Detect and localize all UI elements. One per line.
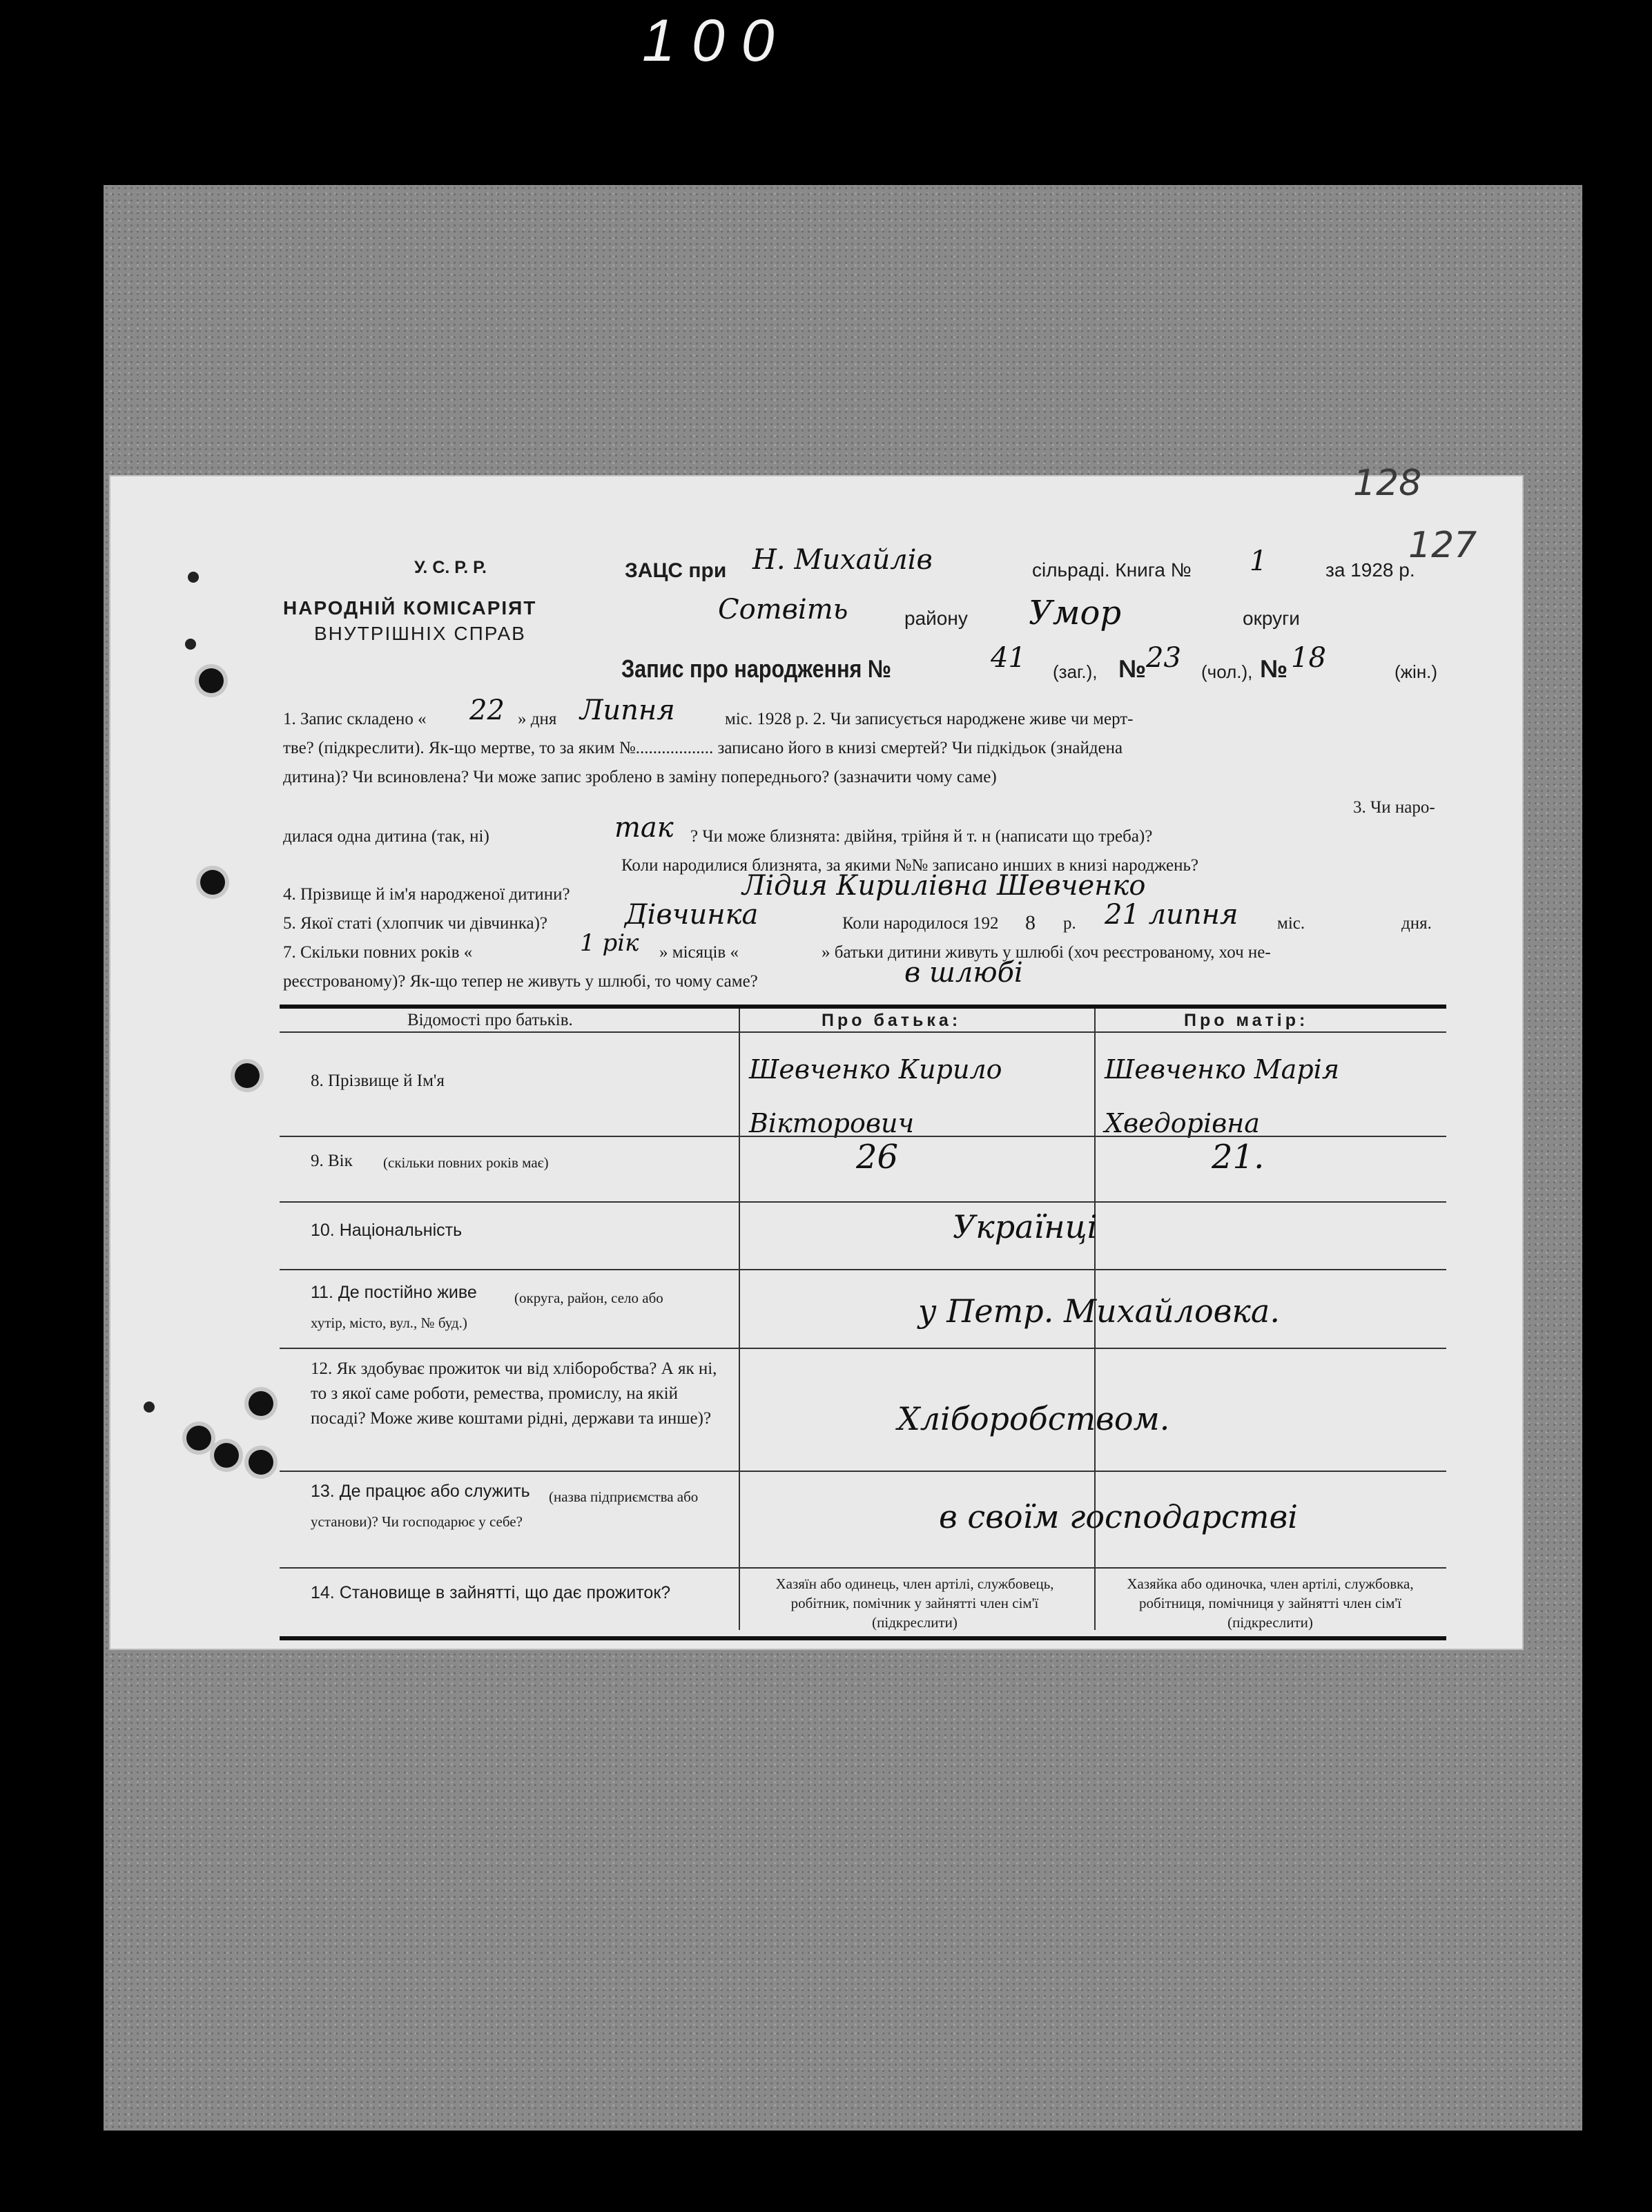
row-label-age: 9. Вік <box>311 1152 353 1170</box>
table-header-info: Відомості про батьків. <box>407 1011 573 1029</box>
q5-text-a: 5. Якої статі (хлопчик чи дівчинка)? <box>283 914 548 933</box>
q7-line-2: реєстрованому)? Як-що тепер не живуть у шлюбі, то чому саме? <box>283 972 758 991</box>
q7-text-c: » батьки дитини живуть у шлюбі (хоч реєстрованому, хоч не- <box>822 943 1271 962</box>
q7-answer2-handwritten: в шлюбі <box>904 957 1023 989</box>
q3-line-3: Коли народилися близнята, за якими №№ записано инших в книзі народжень? <box>621 856 1199 875</box>
row-rule <box>280 1471 1446 1472</box>
punch-hole <box>249 1391 273 1416</box>
residence-handwritten: у Петр. Михайловка. <box>918 1292 1280 1330</box>
commissariat-line-2: ВНУТРІШНІХ СПРАВ <box>314 623 526 644</box>
table-header-mother: Про матір: <box>1184 1011 1309 1030</box>
punch-hole <box>235 1063 260 1088</box>
record-title: Запис про народження № <box>621 654 892 683</box>
mother-name-handwritten: Шевченко Марія Хведорівна <box>1105 1054 1339 1138</box>
q2-line-3: дитина)? Чи всиновлена? Чи може запис зроблено в заміну попереднього? (зазначити чому саме) <box>283 768 997 786</box>
row-label-workplace: 13. Де працює або служить <box>311 1482 530 1501</box>
punch-hole <box>188 572 199 583</box>
book-number-handwritten: 1 <box>1250 545 1267 577</box>
general-label: (заг.), <box>1053 661 1098 682</box>
q7-text-a: 7. Скільки повних років « <box>283 943 473 962</box>
table-column-rule <box>739 1009 740 1630</box>
q5-text-e: дня. <box>1401 914 1432 933</box>
row-label-livelihood: 12. Як здобуває прожиток чи від хліборобства? А як ні, то з якої саме роботи, ремества, промислу, на якій посаді? Може живе коштами рідні, держави та инше)? <box>311 1359 717 1428</box>
q1-text-a: 1. Запис складено « <box>283 710 427 728</box>
q2-line-2: тве? (підкреслити). Як-що мертве, то за яким №.................. записано його в книзі смертей? Чи підкідьок (знайдена <box>283 739 1123 757</box>
row-label-workplace-note: (назва підприємства або установи)? Чи господарює у себе? <box>311 1488 699 1530</box>
male-number-handwritten: 23 <box>1146 642 1181 674</box>
row-rule <box>280 1269 1446 1270</box>
punch-hole <box>186 1426 211 1451</box>
book-label: сільраді. Книга № <box>1032 559 1192 581</box>
year-label: за 1928 р. <box>1325 559 1415 581</box>
punch-hole <box>249 1450 273 1475</box>
q5-year-handwritten: 8 <box>1025 911 1036 934</box>
zags-label: ЗАЦС при <box>625 559 727 582</box>
frame-number: 100 <box>642 8 791 74</box>
punch-hole <box>199 668 224 693</box>
district-handwritten: Сотвіть <box>718 594 848 625</box>
q5-text-d: міс. <box>1277 914 1305 933</box>
female-label: (жін.) <box>1395 661 1438 682</box>
female-no-label: № <box>1260 654 1288 683</box>
livelihood-handwritten: Хліборобством. <box>897 1400 1170 1437</box>
row-label-name: 8. Прізвище й Ім'я <box>311 1071 445 1090</box>
q3-line-2b: ? Чи може близнята: двійня, трійня й т. н (написати що треба)? <box>690 827 1153 846</box>
male-label: (чол.), <box>1201 661 1253 682</box>
row-label-employment-status: 14. Становище в зайнятті, що дає прожиток? <box>311 1583 671 1602</box>
nationality-handwritten: Українці <box>953 1208 1098 1245</box>
table-top-rule <box>280 1005 1446 1009</box>
q3-line-1: 3. Чи наро- <box>1353 798 1435 817</box>
q3-line-2a: дилася одна дитина (так, ні) <box>283 827 489 846</box>
q5-text-b: Коли народилося 192 <box>842 914 999 933</box>
birth-record-form <box>110 463 1522 1649</box>
row-rule <box>280 1348 1446 1349</box>
q4-text: 4. Прізвище й ім'я народженої дитини? <box>283 885 570 904</box>
punch-hole <box>214 1443 239 1468</box>
workplace-handwritten: в своїм господарстві <box>939 1498 1299 1535</box>
father-age-handwritten: 26 <box>856 1138 899 1176</box>
row-rule <box>280 1136 1446 1137</box>
table-header-father: Про батька: <box>822 1011 962 1030</box>
q4-answer-handwritten: Лідия Кирилівна Шевченко <box>742 870 1146 902</box>
row-label-residence: 11. Де постійно живе <box>311 1283 477 1302</box>
row-rule <box>280 1201 1446 1203</box>
q1-text-b: » дня <box>518 710 557 728</box>
q3-answer-handwritten: так <box>614 812 674 844</box>
q1-text-c: міс. 1928 р. 2. Чи записується народжене живе чи мерт- <box>725 710 1134 728</box>
row-label-residence-note: (округа, район, село або хутір, місто, вул., № буд.) <box>311 1290 663 1331</box>
ussr-label: У. С. Р. Р. <box>414 558 487 577</box>
rayon-label: району <box>904 608 968 629</box>
archive-number-top: 128 <box>1353 463 1422 504</box>
general-number-handwritten: 41 <box>991 642 1026 674</box>
punch-hole <box>185 639 196 650</box>
father-employment-options: Хазяїн або одинець, член артілі, службовець, робітник, помічник у зайнятті член сім'ї (підкреслити) <box>775 1575 1054 1631</box>
okrug-handwritten: Умор <box>1029 594 1122 632</box>
male-no-label: № <box>1118 654 1147 683</box>
mother-age-handwritten: 21. <box>1212 1138 1265 1176</box>
q5-month-handwritten: 21 липня <box>1105 899 1238 931</box>
q1-day-handwritten: 22 <box>469 695 505 726</box>
female-number-handwritten: 18 <box>1291 642 1326 674</box>
village-council-handwritten: Н. Михайлів <box>752 544 933 576</box>
row-label-age-note: (скільки повних років має) <box>383 1154 549 1171</box>
table-bottom-rule <box>280 1636 1446 1640</box>
row-label-nationality: 10. Національність <box>311 1221 463 1240</box>
punch-hole <box>200 870 225 895</box>
q1-month-handwritten: Липня <box>580 695 675 726</box>
q7-text-b: » місяців « <box>659 943 739 962</box>
okrug-label: округи <box>1243 608 1300 629</box>
row-rule <box>280 1567 1446 1569</box>
father-name-handwritten: Шевченко Кирило Вікторович <box>749 1054 1002 1138</box>
punch-hole <box>144 1401 155 1413</box>
q5-text-c: р. <box>1063 914 1076 933</box>
commissariat-line-1: НАРОДНІЙ КОМІСАРІЯТ <box>283 597 537 619</box>
q7-answer-handwritten: 1 рік <box>580 929 639 957</box>
q5-answer-handwritten: Дівчинка <box>625 899 759 931</box>
mother-employment-options: Хазяйка або одиночка, член артілі, службовка, робітниця, помічниця у зайнятті член сім'ї (підкреслити) <box>1127 1575 1414 1631</box>
archive-number-second: 127 <box>1408 525 1477 566</box>
table-header-rule <box>280 1031 1446 1033</box>
